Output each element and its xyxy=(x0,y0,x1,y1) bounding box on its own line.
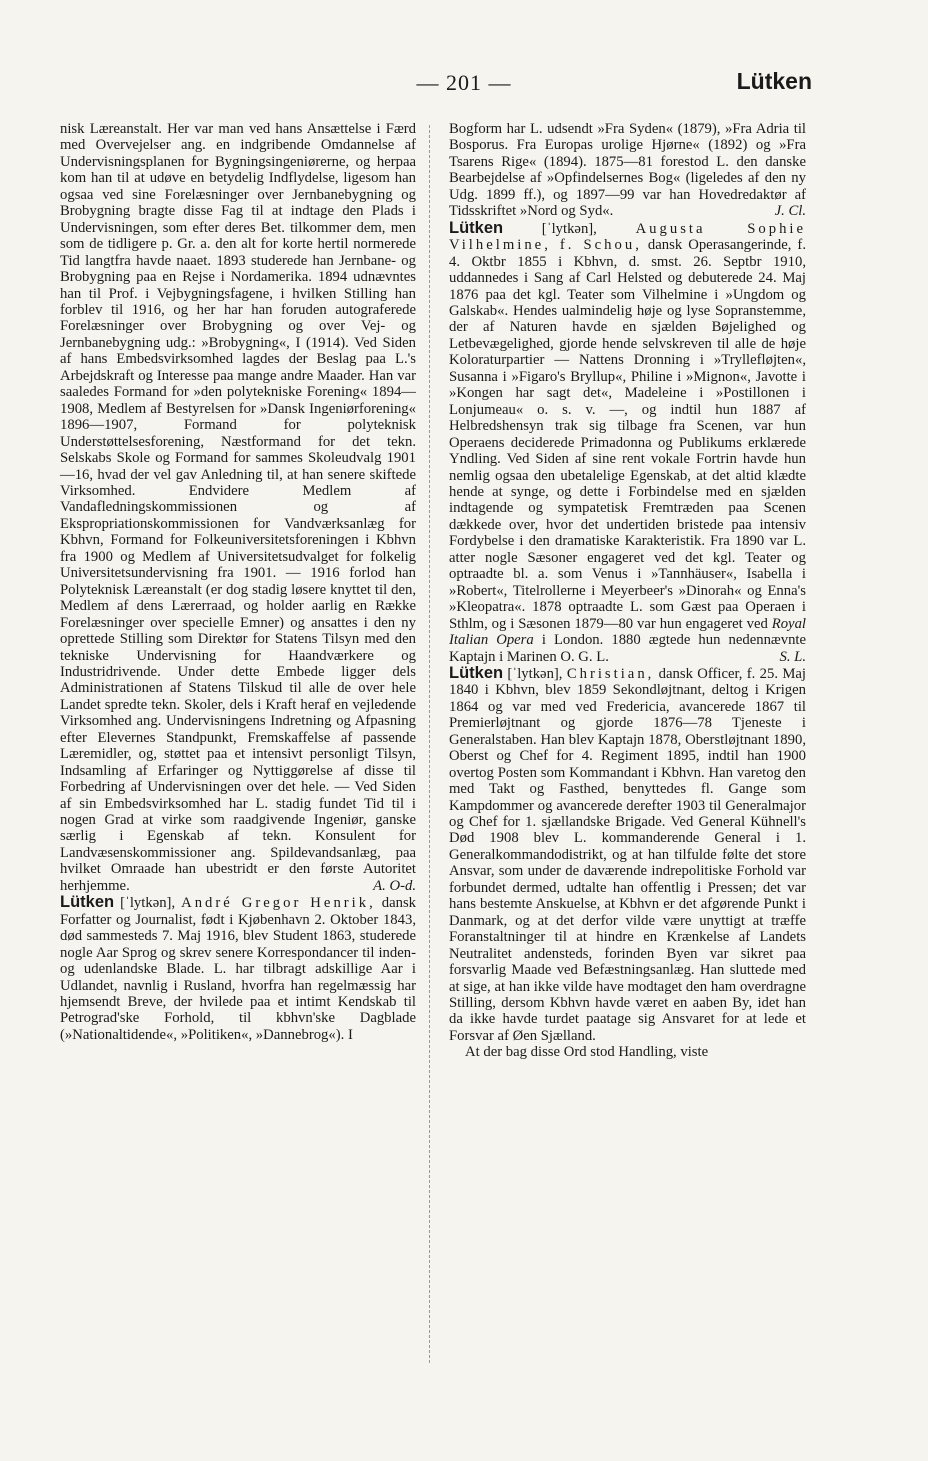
entry-andre xyxy=(60,894,416,1043)
entry-headword: Lütken xyxy=(449,663,504,682)
entry-augusta xyxy=(449,220,806,665)
continuation-text xyxy=(60,121,416,894)
entry-pronunciation: [ˈlytkən], xyxy=(507,665,563,682)
entry-headword: Lütken xyxy=(60,893,115,912)
entry-text-after: i London. 1880 ægtede hun nedennævnte Kaptajn i Marinen O. G. L. xyxy=(449,632,807,665)
column-divider xyxy=(429,125,431,1363)
entry-text: dansk Operasangerinde, f. 4. Oktbr 1855 i Kbhvn, d. smst. 26. Septbr 1910, uddannedes i Sang af Carl Helsted og debuterede 24. Maj 1876 paa det kgl. Teater som Vilhelmine i »Ungdom og Galskab«. Hendes ualmindelig høje og lyse Sopranstemme, der af Naturen havde en sjælden Bøjelighed og Letbevægelighed, gjorde hende selvskreven til alle de høje Koloraturpartier — Nattens Dronning i »Tryllefløjten«, Susanna i »Figaro's Bryllup«, Philine i »Mignon«, Javotte i »Kongen har sagt det«, Madeleine i »Postillonen i Lonjumeau« o. s. v. —, og indtil hun 1887 af Helbredshensyn trak sig tilbage fra Scenen, var hun Operaens deciderede Primadonna og Publikums erklærede Yndling. Ved Siden af sine rent vokale Fortrin havde hun nemlig ogsaa den ubetalelige Egenskab, at det altid klædte hende at synge, og dette i Forbindelse med en sjælden indtagende og sympatetisk Fremtræden paa Scenen dækkede over, hvor det undertiden bristede paa intensiv Fordybelse i den dramatiske Karakteristik. Fra 1890 var L. atter nogle Sæsoner engageret ved det kgl. Teater og optraadte bl. a. som Venus i »Tannhäuser«, Isabella i »Robert«, Titelrollerne i Meyerbeer's »Dinorah« og Enna's »Kleopatra«. 1878 optraadte L. som Gæst paa Operaen i Sthlm, og i Sæsonen 1879—80 var hun engageret ved xyxy=(449,237,806,632)
entry-name: André Gregor Henrik, xyxy=(181,895,376,912)
right-column xyxy=(449,121,806,1061)
entry-italic-title: Royal Italian Opera xyxy=(449,615,806,649)
paragraph: At der bag disse Ord stod Handling, viste xyxy=(465,1044,709,1061)
signature: A. O-d. xyxy=(373,877,416,894)
left-column xyxy=(60,121,416,1043)
page-header xyxy=(0,64,928,104)
entry-text: dansk Forfatter og Journalist, født i Kjøbenhavn 2. Oktober 1843, død sammesteds 7. Maj 1916, blev Student 1863, studerede nogle Aar Sprog og skrev senere Korrespondancer til inden- og udenlandske Blade. L. har tilbragt adskillige Aar i Udlandet, navnlig i Rusland, hvorfra han regelmæssig har hjemsendt Breve, der hvilede paa et intimt Kendskab til Petrograd'ske Forhold, til kbhvn'ske Dagblade (»Nationaltidende«, »Politiken«, »Dannebrog«). I xyxy=(60,895,417,1043)
entry-name: Christian, xyxy=(566,665,655,682)
entry-headword: Lütken xyxy=(449,218,504,237)
entry-text: dansk Officer, f. 25. Maj 1840 i Kbhvn, blev 1859 Sekondløjtnant, deltog i Krigen 1864 og var med ved Fredericia, avancerede 1867 til Premierløjtnant og gjorde 1876—78 Tjeneste i Generalstaben. Han blev Kaptajn 1878, Oberstløjtnant 1890, Oberst og Chef for 4. Regiment 1895, indtil han 1900 overtog Posten som Kommandant i Kbhvn. Han varetog den med Takt og Fasthed, benyttedes fl. Gange som Kampdommer og avancerede derefter 1903 til Generalmajor og Chef for 1. sjællandske Brigade. Ved General Kühnell's Død 1908 blev L. kommanderende General i 1. Generalkommandodistrikt, og at han tilfulde følte det store Ansvar, som under de daværende indrepolitiske Forhold var forbundet dermed, udtalte han offentlig i Pressen; det var hans bestemte Anskuelse, at Kbhvn er det afgørende Punkt i Danmark, og at det derfor vilde være unyttigt at træffe Foranstaltninger til at hindre en Krænkelse af Landets Neutralitet andensteds, forinden Byen var sikret paa forsvarlig Maade ved Befæstningsanlæg. Han sluttede med at sige, at han ikke vilde have modtaget den ham overdragne Stilling, dersom Kbhvn havde været en aaben By, idet han da ikke havde turdet paatage sig Ansvaret for at lede et Forsvar af Øen Sjælland. xyxy=(449,665,807,1044)
continuation-body: nisk Læreanstalt. Her var man ved hans Ansættelse i Færd med Overvejelser ang. en indgribende Omdannelse af Undervisningsplanen for Bygningsingeniørerne, og herpaa kom han til at udøve en betydelig Indflydelse, ligesom han ogsaa ved sine Forelæsninger over Jernbanebygning og Brobygning bragte disse Fag til at indtage den Plads i Undervisningen, som efter deres Bet. tilkommer dem, men som de tidligere p. Gr. a. den alt for korte hertil normerede Tid langtfra havde naaet. 1893 studerede han Jernbane- og Brobygning paa en Rejse i Nordamerika. 1894 udnævntes han til Prof. i Vejbygningsfagene, i hvilken Stilling han forblev til 1916, og her har han foruden autograferede Forelæsninger over Brobygning og over Vej- og Jernbanebygning udg.: »Brobygning«, I (1914). Ved Siden af hans Embedsvirksomhed lagdes der Beslag paa L.'s Arbejdskraft og Interesse paa mange andre Maader. Han var saaledes Formand for »den polytekniske Forening« 1894—1908, Medlem af Bestyrelsen for »Dansk Ingeniørforening« 1896—1907, Formand for polyteknisk Understøttelsesforening, Næstformand for det tekn. Selskabs Skole og Formand for sammes Skoleudvalg 1901—16, hvad der vel gav Anledning til, at han senere skiftede Virksomhed. Endvidere Medlem af Vandafledningskommissionen og af Ekspropriationskommissionen for Vandværksanlæg for Kbhvn, Formand for Folkeuniversitetsforeningen i Kbhvn fra 1900 og Medlem af Universitetsudvalget for folkelig Universitetsundervisning fra 1901. — 1916 forlod han Polyteknisk Læreanstalt (er dog stadig løsere knyttet til den, Medlem af dens Lærerraad, og holder aarlig en Række Forelæsninger over specielle Emner) og ansattes i den ny oprettede Stilling som Direktør for Statens Tilsyn med den tekniske Undervisning for Haandværkere og Industridrivende. Under dette Embede ligger dels Administrationen af Statens Tilskud til alle de over hele Landet spredte tekn. Skoler, dels i Kraft heraf en vejledende Virksomhed ang. Undervisningens Indretning og Afpasning efter Elevernes Standpunkt, Fremskaffelse af passende Læremidler, og, støttet paa et intensivt personligt Tilsyn, Indsamling af Erfaringer og Nyttiggørelse af disse til Forbedring af Undervisningen over det hele. — Ved Siden af sin Embedsvirksomhed har L. stadig fundet Tid til i nogen Grad at virke som raadgivende Ingeniør, ganske særlig i Egenskab af tekn. Konsulent for Landvæsenskommissioner ang. Spildevandsanlæg, paa hvilket Omraade han ubestridt er den første Autoritet herhjemme. xyxy=(60,121,416,894)
continuation-body: Bogform har L. udsendt »Fra Syden« (1879), »Fra Adria til Bosporus. Fra Europas urolige Hjørne« (1892) og »Fra Tsarens Rige« (1894). 1875—81 forestod L. den danske Bearbejdelse af »Opfindelsernes Bog« (ligeledes af den ny Udg. 1899 ff.), og 1897—99 var han Hovedredaktør af Tidsskriftet »Nord og Syd«. xyxy=(449,121,806,220)
entry-name: Augusta Sophie Vilhelmine, f. Schou, xyxy=(449,220,807,254)
continuation-text xyxy=(449,121,806,220)
running-head: Lütken xyxy=(736,68,812,94)
page-number: — 201 — xyxy=(416,70,512,95)
signature: J. Cl. xyxy=(774,203,806,220)
entry-pronunciation: [ˈlytkən], xyxy=(120,895,176,912)
signature: S. L. xyxy=(779,648,806,665)
entry-pronunciation: [ˈlytkən], xyxy=(541,220,597,237)
entry-christian xyxy=(449,665,806,1044)
